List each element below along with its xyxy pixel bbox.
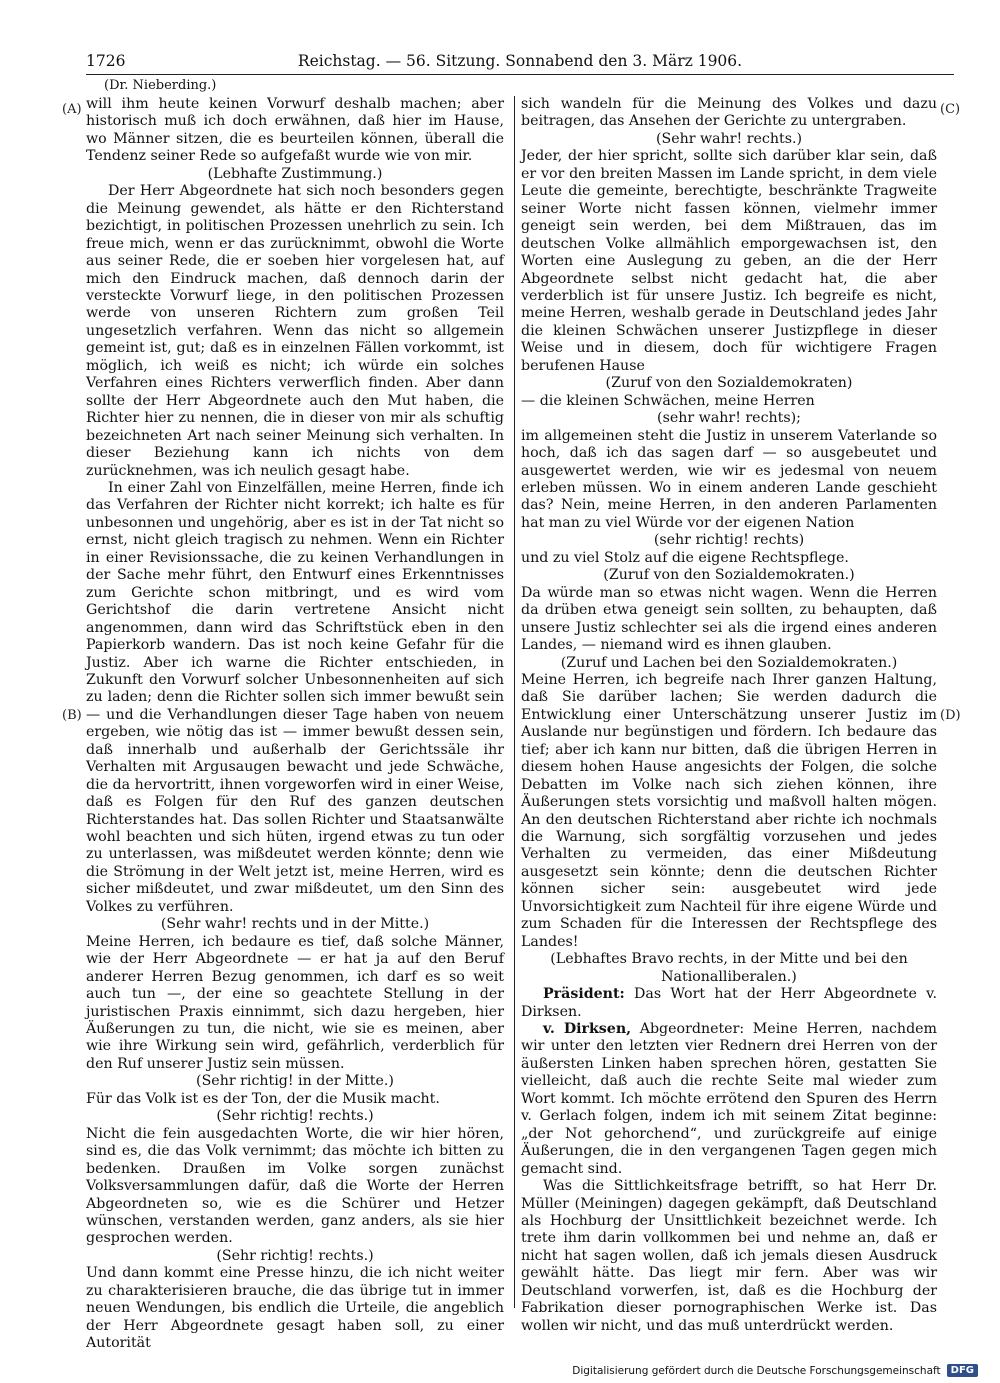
speech-paragraph xyxy=(521,1021,937,1178)
margin-marker-b: (B) xyxy=(62,708,82,723)
paragraph: sich wandeln für die Meinung des Volkes und dazu beitragen, das Ansehen der Gerichte zu untergraben. xyxy=(521,96,937,130)
speaker-name: v. Dirksen, xyxy=(543,1021,632,1038)
speech-text: Das Wort hat der Herr Abgeordnete v. Dirksen. xyxy=(521,986,938,1020)
speech-paragraph xyxy=(521,986,937,1021)
page-header xyxy=(86,50,954,75)
paragraph: — die kleinen Schwächen, meine Herren xyxy=(521,392,815,409)
interjection: (Zuruf von den Sozialdemokraten.) xyxy=(603,567,855,584)
interjection: (Sehr richtig! rechts.) xyxy=(216,1108,374,1125)
speaker-name: Präsident: xyxy=(543,986,625,1003)
speaker-continuation: (Dr. Nieberding.) xyxy=(104,78,217,93)
paragraph: im allgemeinen steht die Justiz in unserem Vaterlande so hoch, daß ich das sagen darf — so ausgebeutet und ausgewertet werden, wie wir es jedesmal von neuem erleben müssen. Wo in einem anderen Lande geschieht das? Nein, meine Herren, in den anderen Parlamenten hat man zu viel Würde vor der eigenen Nation xyxy=(521,427,937,531)
interjection: (Sehr richtig! rechts.) xyxy=(216,1247,374,1264)
paragraph: Meine Herren, ich bedaure es tief, daß solche Männer, wie der Herr Abgeordnete — er hat ja auf den Beruf anderer Herren Bezug genommen, ich darf es so weit auch tun —, der eine so geachtete Stellung in der juristischen Praxis einnimmt, sich dazu hergeben, hier Äußerungen zu tun, die nicht, wie sie es meinen, aber wie ihre Wirkung sein wird, gefährlich, verderblich für den Ruf unserer Justiz sein müssen. xyxy=(86,933,504,1072)
interjection: (Zuruf von den Sozialdemokraten) xyxy=(605,375,853,392)
left-column xyxy=(86,96,504,1353)
paragraph: Nicht die fein ausgedachten Worte, die wir hier hören, sind es, die das Volk vernimmt; das möchte ich bitten zu bedenken. Draußen im Volke sorgen zunächst Volksversammlungen dafür, daß die Worte der Herren Abgeordneten so, wie es die Schürer und Hetzer wünschen, verstanden werden, ganz anders, als sie hier gesprochen werden. xyxy=(86,1125,504,1247)
paragraph: Da würde man so etwas nicht wagen. Wenn die Herren da drüben etwa geneigt sein sollten, zu behaupten, daß unsere Justiz schlechter sei als die irgend eines anderen Landes, — niemand wird es ihnen glauben. xyxy=(521,584,937,654)
margin-marker-c: (C) xyxy=(940,102,961,117)
paragraph: Für das Volk ist es der Ton, der die Musik macht. xyxy=(86,1090,440,1107)
footer-text: Digitalisierung gefördert durch die Deutsche Forschungsgemeinschaft xyxy=(572,1364,941,1377)
paragraph: Was die Sittlichkeitsfrage betrifft, so hat Herr Dr. Müller (Meiningen) dagegen gekämpft, daß Deutschland als Hochburg der Unsittlichkeit bezeichnet werde. Ich trete ihm darin vollkommen bei und nehme an, daß er nicht hat sagen wollen, daß ich jemals diesen Ausdruck gewählt hätte. Das liegt mir fern. Aber was wir Deutschland vorwerfen, ist, daß es die Hochburg der Fabrikation dieser pornographischen Werke ist. Das wollen wir nicht, und das muß unterdrückt werden. xyxy=(521,1178,937,1334)
margin-marker-a: (A) xyxy=(62,102,82,117)
column-divider xyxy=(514,96,515,1308)
paragraph: Meine Herren, ich begreife nach Ihrer ganzen Haltung, daß Sie darüber lachen; Sie werden dadurch die Entwicklung einer Unterschätzung unserer Justiz im Auslande nur begünstigen und fördern. Ich bedaure das tief; aber ich kann nur bitten, daß die übrigen Herren in diesem hohen Hause angesichts der Folgen, die solche Debatten im Volke nach sich ziehen können, ihre Äußerungen stets vorsichtig und maßvoll halten mögen. An den deutschen Richterstand aber richte ich nochmals die Warnung, sich sorgfältig vorzusehen und jedes Verhalten zu vermeiden, das einer Mißdeutung ausgesetzt sein könnte; denn die deutschen Richter können sicher sein: ausgebeutet wird jede Unvorsichtigkeit zum Nachteil für ihre eigene Würde und zum Schaden für die Interessen der Rechtspflege des Landes! xyxy=(521,671,937,950)
interjection: (Zuruf und Lachen bei den Sozialdemokraten.) xyxy=(560,654,898,671)
interjection: (sehr richtig! rechts) xyxy=(653,532,805,549)
paragraph: In einer Zahl von Einzelfällen, meine Herren, finde ich das Verfahren der Richter nicht korrekt; ich halte es für unbesonnen und ungehörig, aber es ist in der Tat nicht so ernst, nicht gleich tragisch zu nehmen. Wenn ein Richter in einer Revisionssache, die zu keinen Verhandlungen in der Sache mehr führt, den Entwurf eines Erkenntnisses zum Gerichte schon mitbringt, und es wird vom Gerichtshof die darin vertretene Ansicht nicht angenommen, dann wird das Schriftstück eben in den Papierkorb wandern. Das ist noch keine Gefahr für die Justiz. Aber ich warne die Richter entschieden, in Zukunft den Vorwurf solcher Unbesonnenheiten auf sich zu laden; denn die Richter sollen sich immer bewußt sein — und die Verhandlungen dieser Tage haben von neuem ergeben, wie nötig das ist — immer bewußt dessen sein, daß innerhalb und außerhalb der Gerichtssäle ihr Verhalten mit Argusaugen bewacht und jede Schwäche, die da hervortritt, ihnen vorgeworfen wird in einer Weise, daß es Folgen für den Ruf des ganzen deutschen Richterstandes hat. Das sollen Richter und Staatsanwälte wohl beachten und sich hüten, irgend etwas zu tun oder zu unterlassen, was mißdeutet werden könnte; denn wie die Strömung in der Welt jetzt ist, meine Herren, wird es sicher mißdeutet, und zwar mißdeutet, um den Sinn des Volkes zu verführen. xyxy=(86,479,504,915)
paragraph: Und dann kommt eine Presse hinzu, die ich nicht weiter zu charakterisieren brauche, die das übrige tut in immer neuen Wendungen, bis endlich die Urteile, die angeblich der Herr Abgeordnete gesagt haben soll, zu einer Autorität xyxy=(86,1265,504,1352)
margin-marker-d: (D) xyxy=(940,708,961,723)
interjection: (sehr wahr! rechts); xyxy=(657,410,801,427)
dfg-logo: DFG xyxy=(947,1364,978,1377)
page-number: 1726 xyxy=(86,52,126,70)
paragraph: und zu viel Stolz auf die eigene Rechtspflege. xyxy=(521,549,849,566)
interjection: (Sehr wahr! rechts und in der Mitte.) xyxy=(160,916,430,933)
interjection: (Sehr richtig! in der Mitte.) xyxy=(196,1073,394,1090)
speech-text: Abgeordneter: Meine Herren, nachdem wir unter den letzten vier Rednern drei Herren von der äußersten Linken haben sprechen hören, gestatten Sie vielleicht, daß auch die rechte Seite mal wieder zum Wort kommt. Ich möchte errötend den Spuren des Herrn v. Gerlach folgen, indem ich mit seinem Zitat beginne: „der Not gehorchend“, und zurückgreife auf einige Äußerungen, die in den vergangenen Tagen gegen mich gemacht sind. xyxy=(521,1021,938,1177)
footer xyxy=(572,1364,978,1377)
right-column xyxy=(521,96,937,1335)
interjection: (Lebhaftes Bravo rechts, in der Mitte und bei den Nationalliberalen.) xyxy=(550,951,908,985)
paragraph: Jeder, der hier spricht, sollte sich darüber klar sein, daß er vor den breiten Massen im Lande spricht, in dem viele Leute die gemeinte, berechtigte, beschränkte Tragweite seiner Worte nicht fassen können, vielmehr immer geneigt sein werden, bei dem Mißtrauen, das im deutschen Volke allmählich emporgewachsen ist, den Worten eine Auslegung zu geben, an die der Herr Abgeordnete selbst nicht gedacht hat, die aber verderblich ist für unsere Justiz. Ich begreife es nicht, meine Herren, weshalb gerade in Deutschland jedes Jahr die kleinen Schwächen unserer Justizpflege in dieser Weise und in diesem, doch für wichtigere Fragen berufenen Hause xyxy=(521,148,937,374)
paragraph: will ihm heute keinen Vorwurf deshalb machen; aber historisch muß ich doch erwähnen, daß hier im Hause, wo Männer sitzen, die es beurteilen können, überall die Tendenz seiner Rede so aufgefaßt wurde wie von mir. xyxy=(86,96,504,165)
running-title: Reichstag. — 56. Sitzung. Sonnabend den 3. März 1906. xyxy=(297,52,743,70)
paragraph: Der Herr Abgeordnete hat sich noch besonders gegen die Meinung gewendet, als hätte er den Richterstand bezichtigt, in politischen Prozessen unehrlich zu sein. Ich freue mich, wenn er das zurücknimmt, obwohl die Worte aus seiner Rede, die er soeben hier vorgelesen hat, auf mich den Eindruck machen, daß dennoch darin der versteckte Vorwurf liege, in den politischen Prozessen werde von unseren Richtern zum großen Teil ungesetzlich verfahren. Wenn das nicht so allgemein gemeint ist, gut; daß es in einzelnen Fällen vorkommt, ist möglich, ich weiß es nicht; ich würde ein solches Verfahren eines Richters verwerflich finden. Aber dann sollte der Herr Abgeordnete auch den Mut haben, die Richter hier zu nennen, die in dieser von mir als schuftig bezeichneten Art nach seiner Meinung sich verhalten. In dieser Beziehung kann ich nichts von dem zurücknehmen, was ich neulich gesagt habe. xyxy=(86,183,504,479)
interjection: (Sehr wahr! rechts.) xyxy=(655,130,803,147)
interjection: (Lebhafte Zustimmung.) xyxy=(207,165,383,182)
